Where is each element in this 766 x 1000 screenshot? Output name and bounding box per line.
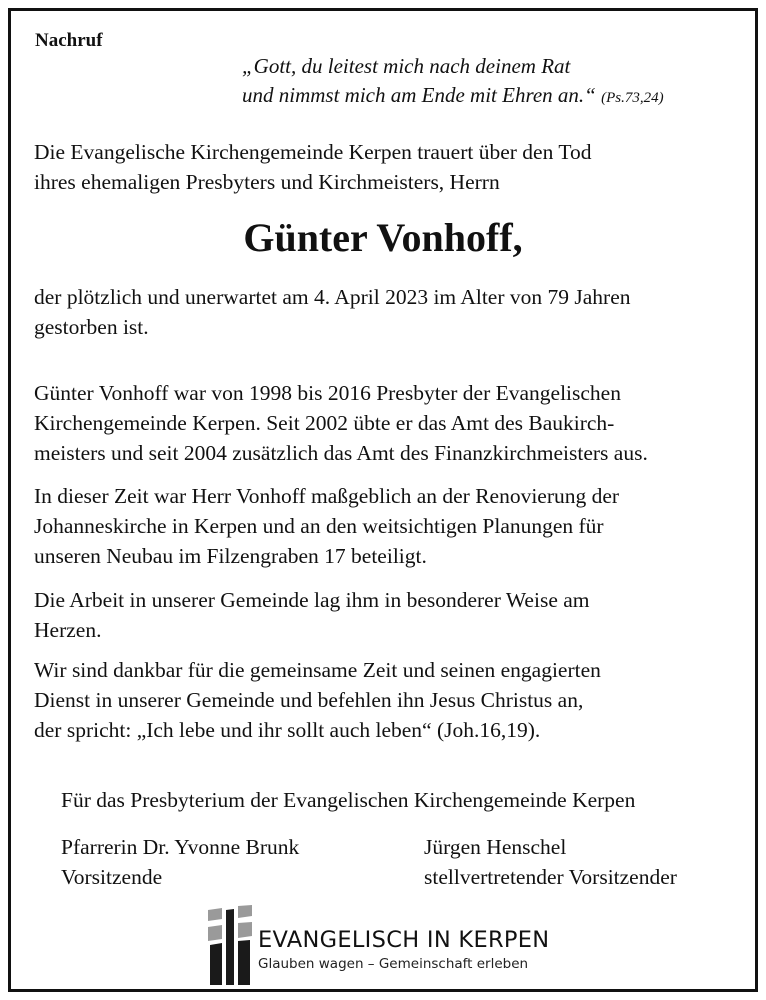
death-notice-paragraph (34, 282, 631, 342)
dedication-line: Herzen. (34, 618, 102, 642)
signer-1-name: Pfarrerin Dr. Yvonne Brunk (61, 835, 300, 859)
intro-line: ihres ehemaligen Presbyters und Kirchmeisters, Herrn (34, 170, 500, 194)
contribution-paragraph (34, 481, 619, 571)
signer-2-role: stellvertretender Vorsitzender (424, 865, 677, 889)
gratitude-paragraph (34, 655, 601, 745)
gratitude-line: Dienst in unserer Gemeinde und befehlen ihn Jesus Christus an, (34, 688, 584, 712)
contribution-line: unseren Neubau im Filzengraben 17 beteiligt. (34, 544, 427, 568)
gratitude-line: Wir sind dankbar für die gemeinsame Zeit und seinen engagierten (34, 658, 601, 682)
intro-paragraph (34, 137, 591, 197)
contribution-line: Johanneskirche in Kerpen und an den weitsichtigen Planungen für (34, 514, 604, 538)
biography-line: Kirchengemeinde Kerpen. Seit 2002 übte er das Amt des Baukirch- (34, 411, 615, 435)
biography-line: meisters und seit 2004 zusätzlich das Amt des Finanzkirchmeisters aus. (34, 441, 648, 465)
obituary-label: Nachruf (35, 30, 103, 51)
verse-line-2: und nimmst mich am Ende mit Ehren an.“ (Ps.73,24) (242, 83, 664, 107)
signer-1 (61, 832, 299, 892)
verse-reference: (Ps.73,24) (601, 90, 664, 106)
gratitude-line: der spricht: „Ich lebe und ihr sollt auch leben“ (Joh.16,19). (34, 718, 541, 742)
dedication-line: Die Arbeit in unserer Gemeinde lag ihm in besonderer Weise am (34, 588, 590, 612)
signer-1-role: Vorsitzende (61, 865, 163, 889)
verse-line-1: „Gott, du leitest mich nach deinem Rat (242, 54, 571, 78)
dedication-paragraph (34, 585, 590, 645)
church-cross-icon (208, 905, 252, 985)
biography-paragraph (34, 378, 648, 468)
death-notice-line: der plötzlich und unerwartet am 4. April 2023 im Alter von 79 Jahren (34, 285, 631, 309)
church-logo (208, 905, 608, 985)
contribution-line: In dieser Zeit war Herr Vonhoff maßgeblich an der Renovierung der (34, 484, 620, 508)
logo-title: EVANGELISCH IN KERPEN (258, 927, 550, 953)
logo-tagline: Glauben wagen – Gemeinschaft erleben (258, 956, 529, 972)
signer-2-name: Jürgen Henschel (424, 835, 567, 859)
death-notice-line: gestorben ist. (34, 315, 149, 339)
signoff-line: Für das Presbyterium der Evangelischen Kirchengemeinde Kerpen (61, 788, 636, 812)
bible-verse (242, 52, 664, 113)
deceased-name: Günter Vonhoff, (243, 215, 523, 260)
biography-line: Günter Vonhoff war von 1998 bis 2016 Presbyter der Evangelischen (34, 381, 621, 405)
intro-line: Die Evangelische Kirchengemeinde Kerpen trauert über den Tod (34, 140, 592, 164)
signer-2 (424, 832, 677, 892)
